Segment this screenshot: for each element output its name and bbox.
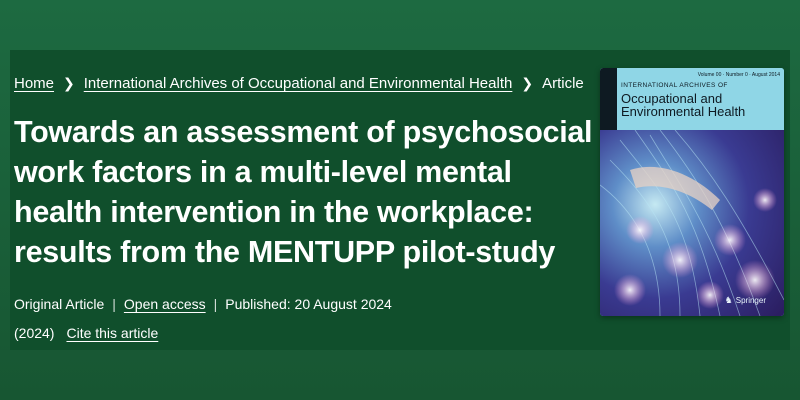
chevron-right-icon: ❯ <box>521 75 534 91</box>
journal-cover[interactable] <box>600 68 784 316</box>
cover-black-bar <box>600 68 617 130</box>
cover-header <box>600 68 784 130</box>
breadcrumb <box>14 75 584 92</box>
meta-divider: | <box>213 296 218 312</box>
cover-journal-name: Occupational and Environmental Health <box>621 91 746 119</box>
springer-horse-icon: ♞ <box>724 295 733 305</box>
breadcrumb-journal-link[interactable]: International Archives of Occupational and Environmental Health <box>83 75 513 92</box>
meta-divider: | <box>112 296 116 312</box>
article-type: Original Article <box>14 296 105 312</box>
cover-fiber-optic-image <box>600 130 784 316</box>
cover-publisher-name: Springer <box>735 296 766 305</box>
article-citation <box>14 325 158 341</box>
breadcrumb-home-link[interactable]: Home <box>14 75 55 92</box>
open-access-link[interactable]: Open access <box>123 296 206 312</box>
article-meta <box>14 296 392 312</box>
published-date: Published: 20 August 2024 <box>225 296 392 312</box>
cover-volume: Volume 00 · Number 0 · August 2014 <box>697 72 780 78</box>
chevron-right-icon: ❯ <box>63 75 75 91</box>
cover-publisher <box>725 295 766 306</box>
cover-journal-prefix: INTERNATIONAL ARCHIVES OF <box>621 82 728 89</box>
breadcrumb-current: Article <box>542 75 584 92</box>
article-title: Towards an assessment of psychosocial work factors in a multi-level mental health intervention in the workplace: results from the MENTUPP pilot-study <box>14 115 593 269</box>
cite-article-link[interactable]: Cite this article <box>66 325 159 341</box>
article-year: (2024) <box>14 325 55 341</box>
fiber-optic-illustration <box>600 130 784 316</box>
